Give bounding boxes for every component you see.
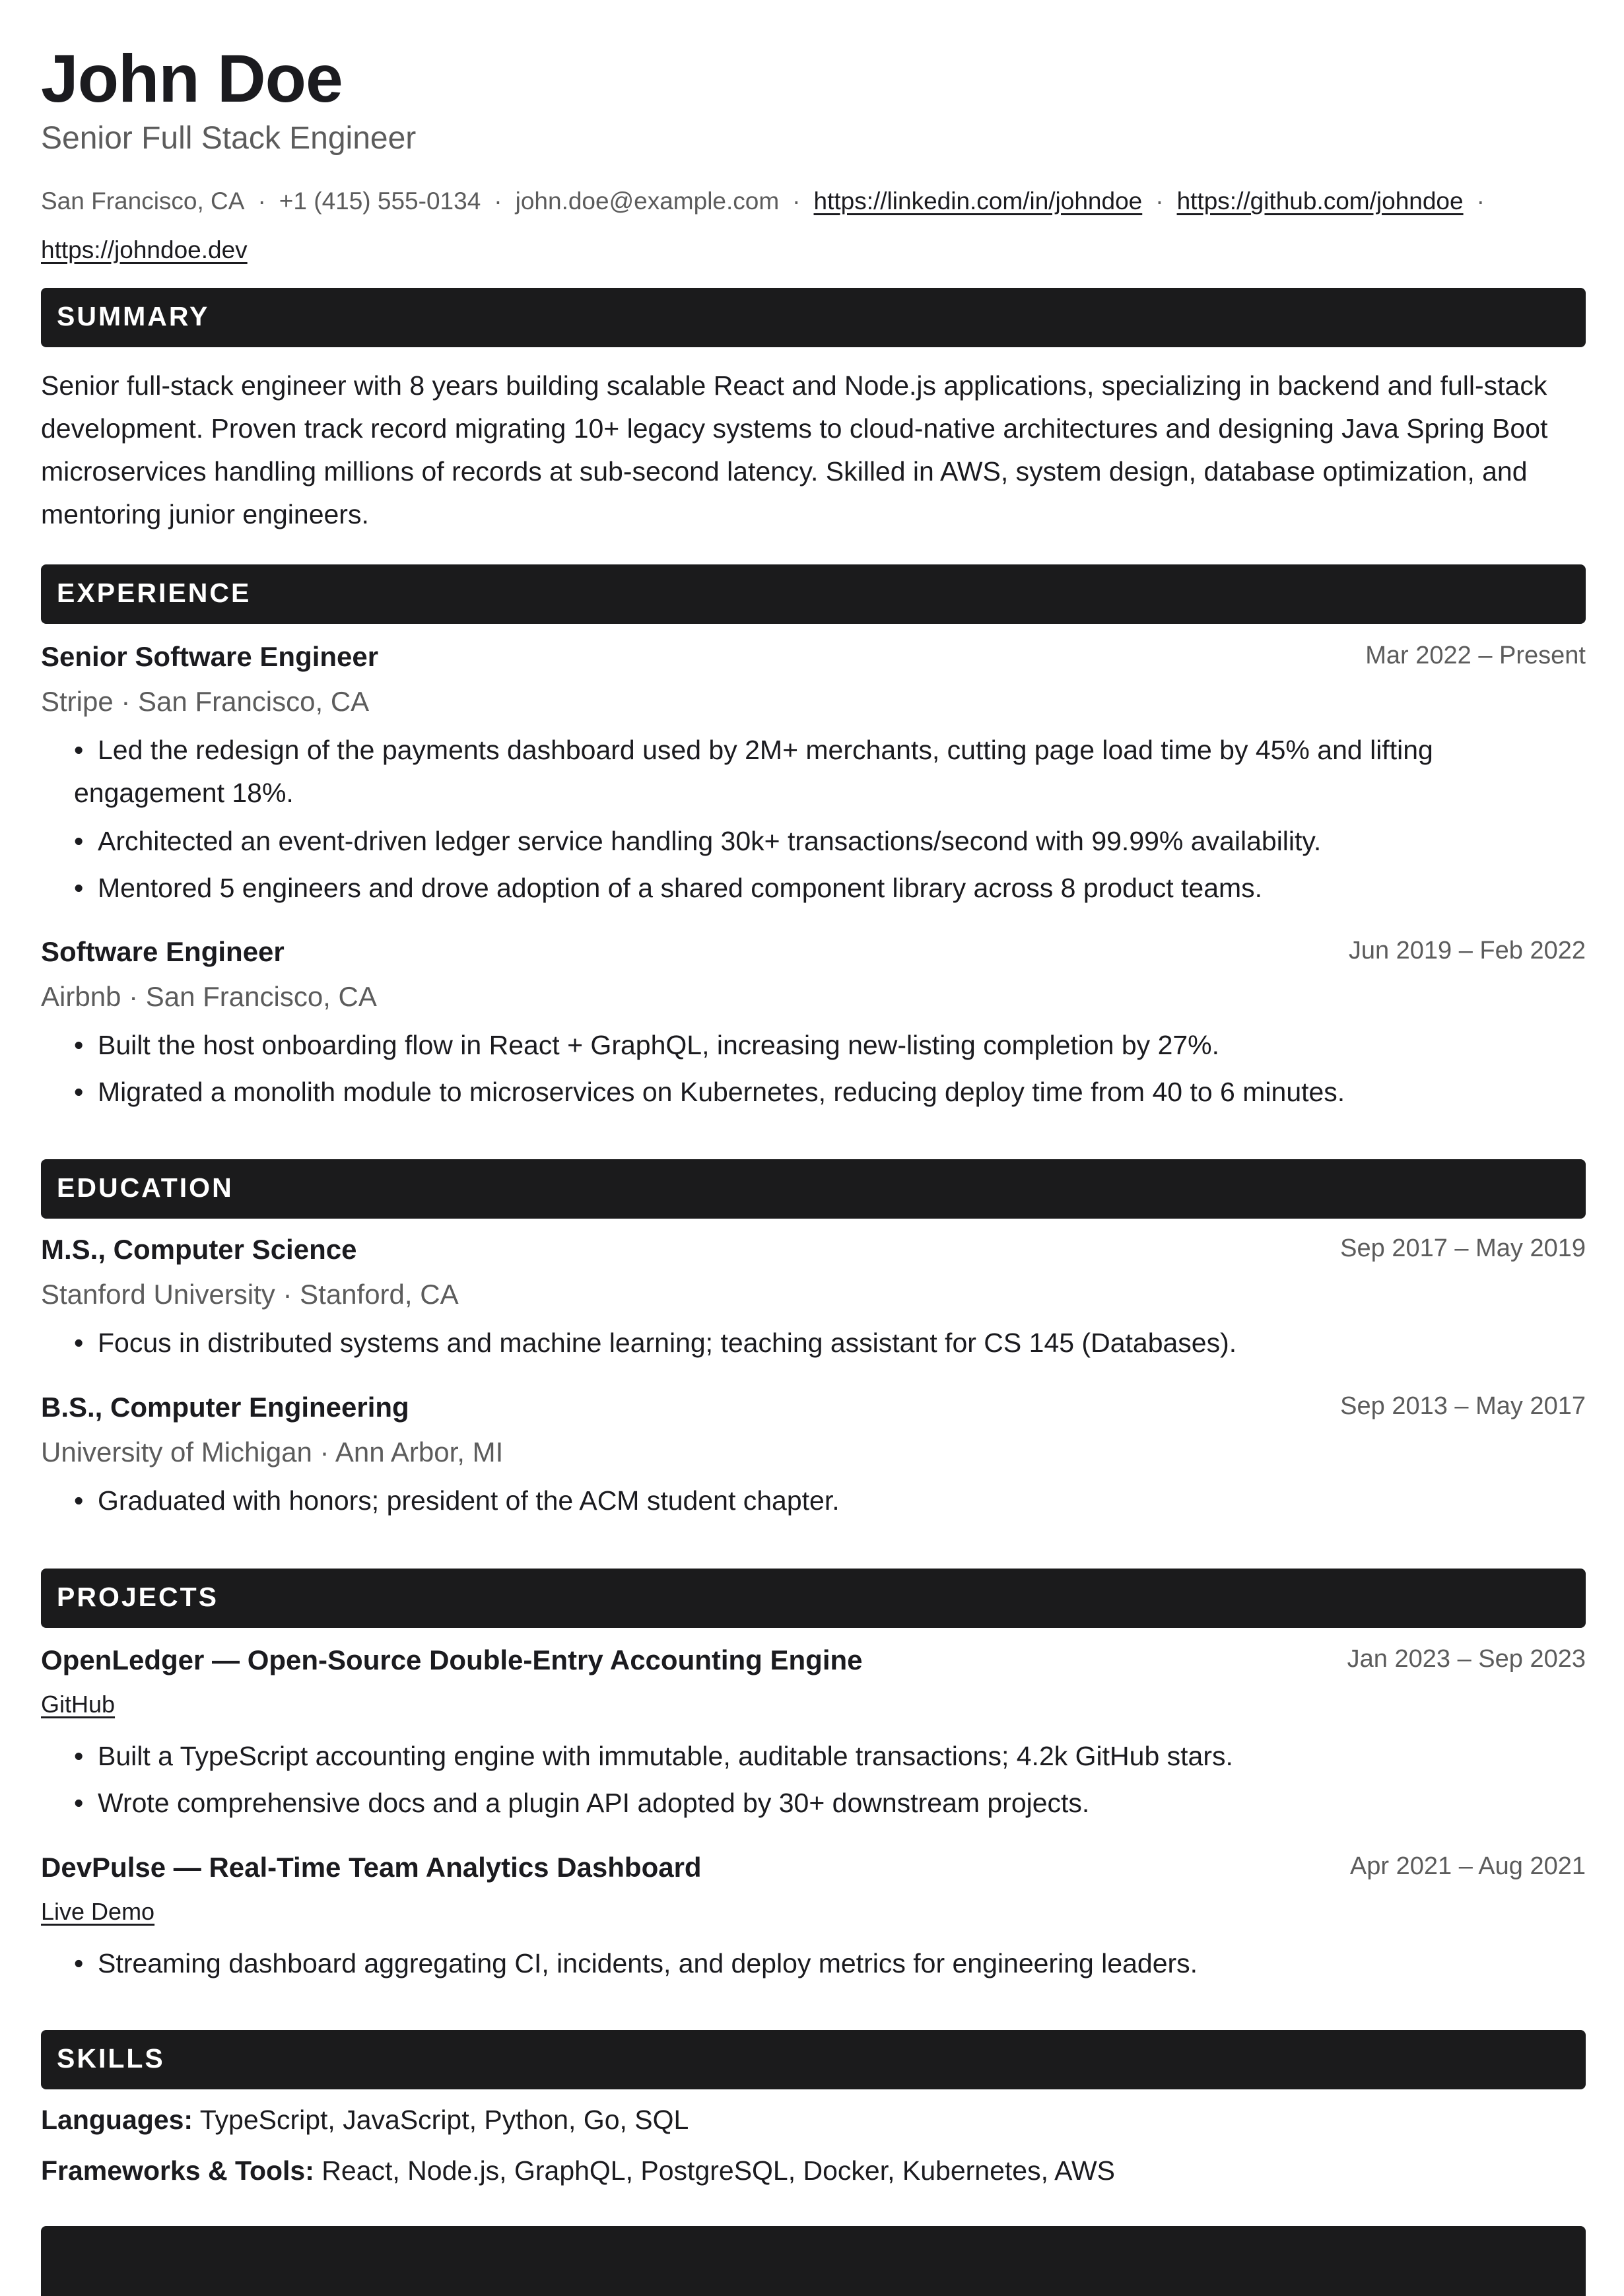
- project-dates: Apr 2021 – Aug 2021: [1349, 1852, 1586, 1880]
- degree-dates: Sep 2017 – May 2019: [1340, 1234, 1586, 1262]
- section-header-summary: [41, 288, 1586, 347]
- skills-frameworks: [41, 2157, 1115, 2184]
- contact-separator: ·: [792, 187, 801, 215]
- summary-text: Senior full-stack engineer with 8 years building scalable React and Node.js applications, specializing in backend and full-stack development. Proven track record migrating 10+ legacy systems to cloud-native architectures and designing Java Spring Boot microservices handling millions of records at sub-second latency. Skilled in AWS, system design, database optimization, and mentoring junior engineers.: [41, 370, 1548, 529]
- bullet-text: Streaming dashboard aggregating CI, incidents, and deploy metrics for engineering leaders.: [98, 1948, 1198, 1978]
- github-link[interactable]: https://github.com/johndoe: [1176, 187, 1464, 215]
- job-bullet: [74, 1024, 1559, 1067]
- contact-email: john.doe@example.com: [515, 187, 780, 215]
- degree-bullet: [74, 1322, 1559, 1365]
- section-header-projects: [41, 1569, 1586, 1628]
- job-bullet: [74, 820, 1559, 863]
- candidate-name: John Doe: [41, 41, 343, 116]
- section-header-next: [41, 2226, 1586, 2296]
- bullet-text: Focus in distributed systems and machine learning; teaching assistant for CS 145 (Databases).: [98, 1328, 1237, 1358]
- skills-languages: [41, 2107, 689, 2134]
- job-bullet: [74, 867, 1559, 910]
- bullet-dot: •: [74, 1328, 84, 1358]
- bullet-dot: •: [74, 1077, 84, 1107]
- skills-label: Languages:: [41, 2105, 193, 2135]
- contact-phone: +1 (415) 555-0134: [279, 187, 481, 215]
- job-dates: Mar 2022 – Present: [1365, 642, 1586, 669]
- job-title: Software Engineer: [41, 936, 285, 967]
- project-bullet: [74, 1782, 1559, 1825]
- bullet-dot: •: [74, 1030, 84, 1060]
- project-link[interactable]: Live Demo: [41, 1898, 155, 1925]
- contact-line: [41, 177, 1586, 275]
- bullet-dot: •: [74, 1741, 84, 1771]
- section-title: SUMMARY: [57, 301, 210, 331]
- project-bullet: [74, 1942, 1559, 1985]
- section-header-experience: [41, 564, 1586, 624]
- bullet-dot: •: [74, 873, 84, 903]
- job-bullet: [74, 729, 1559, 815]
- bullet-text: Architected an event-driven ledger service handling 30k+ transactions/second with 99.99% availability.: [98, 826, 1322, 856]
- bullet-dot: •: [74, 1948, 84, 1978]
- bullet-text: Mentored 5 engineers and drove adoption of a shared component library across 8 product teams.: [98, 873, 1263, 903]
- skills-values: TypeScript, JavaScript, Python, Go, SQL: [193, 2105, 689, 2135]
- job-dates: Jun 2019 – Feb 2022: [1348, 937, 1586, 964]
- bullet-text: Led the redesign of the payments dashboard used by 2M+ merchants, cutting page load time by 45% and lifting engagement 18%.: [74, 735, 1433, 808]
- project-link[interactable]: GitHub: [41, 1691, 116, 1718]
- section-title: PROJECTS: [57, 1582, 219, 1612]
- bullet-text: Migrated a monolith module to microservices on Kubernetes, reducing deploy time from 40 to 6 minutes.: [98, 1077, 1345, 1107]
- degree-school: Stanford University · Stanford, CA: [41, 1279, 459, 1310]
- skills-label: Frameworks & Tools:: [41, 2155, 314, 2186]
- project-dates: Jan 2023 – Sep 2023: [1347, 1645, 1586, 1673]
- section-title: SKILLS: [57, 2043, 165, 2074]
- section-header-education: [41, 1159, 1586, 1219]
- job-company: Stripe · San Francisco, CA: [41, 686, 370, 717]
- project-title: DevPulse — Real-Time Team Analytics Dashboard: [41, 1852, 702, 1883]
- contact-separator: ·: [1155, 187, 1164, 215]
- section-header-skills: [41, 2030, 1586, 2089]
- contact-separator: ·: [1476, 187, 1485, 215]
- project-title: OpenLedger — Open-Source Double-Entry Accounting Engine: [41, 1644, 863, 1675]
- linkedin-link[interactable]: https://linkedin.com/in/johndoe: [813, 187, 1143, 215]
- skills-values: React, Node.js, GraphQL, PostgreSQL, Docker, Kubernetes, AWS: [314, 2155, 1115, 2186]
- job-title: Senior Software Engineer: [41, 641, 379, 672]
- bullet-text: Built the host onboarding flow in React + GraphQL, increasing new-listing completion by 27%.: [98, 1030, 1220, 1060]
- bullet-text: Graduated with honors; president of the ACM student chapter.: [98, 1485, 840, 1516]
- job-company: Airbnb · San Francisco, CA: [41, 981, 377, 1012]
- degree-title: M.S., Computer Science: [41, 1234, 357, 1265]
- section-title: EXPERIENCE: [57, 578, 252, 608]
- degree-dates: Sep 2013 – May 2017: [1340, 1392, 1586, 1420]
- project-bullet: [74, 1735, 1559, 1778]
- job-bullet: [74, 1071, 1559, 1114]
- degree-title: B.S., Computer Engineering: [41, 1392, 409, 1423]
- contact-separator: ·: [494, 187, 502, 215]
- bullet-text: Wrote comprehensive docs and a plugin API adopted by 30+ downstream projects.: [98, 1788, 1090, 1818]
- bullet-dot: •: [74, 1788, 84, 1818]
- degree-school: University of Michigan · Ann Arbor, MI: [41, 1436, 504, 1468]
- section-title: EDUCATION: [57, 1172, 234, 1203]
- candidate-title: Senior Full Stack Engineer: [41, 121, 417, 156]
- contact-location: San Francisco, CA: [41, 187, 245, 215]
- bullet-text: Built a TypeScript accounting engine with immutable, auditable transactions; 4.2k GitHub stars.: [98, 1741, 1233, 1771]
- website-link[interactable]: https://johndoe.dev: [41, 236, 248, 263]
- bullet-dot: •: [74, 735, 84, 765]
- contact-separator: ·: [257, 187, 266, 215]
- bullet-dot: •: [74, 826, 84, 856]
- degree-bullet: [74, 1479, 1559, 1522]
- bullet-dot: •: [74, 1485, 84, 1516]
